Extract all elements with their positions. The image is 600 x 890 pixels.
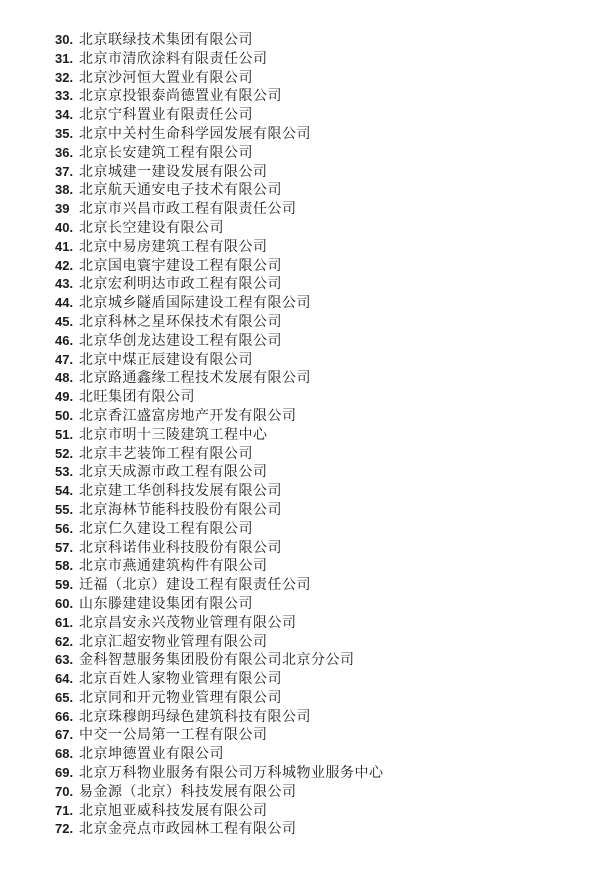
- item-company-name: 北京仁久建设工程有限公司: [79, 521, 253, 537]
- list-item: [55, 595, 580, 614]
- item-company-name: 北京天成源市政工程有限公司: [79, 465, 268, 481]
- item-company-name: 金科智慧服务集团股份有限公司北京分公司: [79, 653, 355, 669]
- list-item: [55, 275, 580, 294]
- item-number: 70.: [55, 783, 74, 799]
- list-item: [55, 200, 580, 219]
- item-company-name: 北京市清欣涂料有限责任公司: [79, 51, 268, 67]
- list-item: [55, 69, 580, 88]
- list-item: [55, 313, 580, 332]
- item-number: 42.: [55, 257, 74, 273]
- list-item: [55, 106, 580, 125]
- list-item: [55, 238, 580, 257]
- list-item: [55, 670, 580, 689]
- item-company-name: 北京市燕通建筑构件有限公司: [79, 559, 268, 575]
- item-company-name: 北京联绿技术集团有限公司: [79, 33, 253, 48]
- item-number: 41.: [55, 238, 74, 254]
- list-item: [55, 369, 580, 388]
- item-company-name: 北旺集团有限公司: [79, 390, 195, 406]
- list-item: [55, 802, 580, 821]
- item-number: 50.: [55, 407, 74, 423]
- item-number: 53.: [55, 464, 74, 480]
- list-item: [55, 539, 580, 558]
- item-company-name: 中交一公局第一工程有限公司: [79, 728, 268, 744]
- list-item: [55, 614, 580, 633]
- list-item: [55, 501, 580, 520]
- list-item: [55, 219, 580, 238]
- item-company-name: 北京旭亚威科技发展有限公司: [79, 803, 268, 819]
- list-item: [55, 463, 580, 482]
- item-number: 34.: [55, 107, 74, 123]
- list-item: [55, 257, 580, 276]
- list-item: [55, 726, 580, 745]
- item-company-name: 北京华创龙达建设工程有限公司: [79, 333, 282, 349]
- item-number: 72.: [55, 821, 74, 837]
- item-number: 37.: [55, 163, 74, 179]
- item-company-name: 北京长安建筑工程有限公司: [79, 145, 253, 161]
- item-number: 51.: [55, 426, 74, 442]
- item-number: 35.: [55, 125, 74, 141]
- item-company-name: 北京市兴昌市政工程有限责任公司: [79, 202, 297, 218]
- item-company-name: 北京城乡隧盾国际建设工程有限公司: [79, 296, 311, 312]
- list-item: [55, 783, 580, 802]
- item-number: 32.: [55, 69, 74, 85]
- item-number: 71.: [55, 802, 74, 818]
- item-company-name: 北京中关村生命科学园发展有限公司: [79, 126, 311, 142]
- item-number: 49.: [55, 389, 74, 405]
- item-number: 44.: [55, 295, 74, 311]
- item-company-name: 北京坤德置业有限公司: [79, 747, 224, 763]
- list-item: [55, 351, 580, 370]
- item-number: 64.: [55, 671, 74, 687]
- item-company-name: 北京珠穆朗玛绿色建筑科技有限公司: [79, 709, 311, 725]
- item-company-name: 北京路通鑫缘工程技术发展有限公司: [79, 371, 311, 387]
- item-number: 47.: [55, 351, 74, 367]
- list-item: [55, 764, 580, 783]
- item-company-name: 北京科诺伟业科技股份有限公司: [79, 540, 282, 556]
- item-company-name: 北京万科物业服务有限公司万科城物业服务中心: [79, 766, 384, 782]
- item-company-name: 北京科林之星环保技术有限公司: [79, 314, 282, 330]
- item-company-name: 北京中易房建筑工程有限公司: [79, 239, 268, 255]
- list-item: [55, 144, 580, 163]
- list-item: [55, 407, 580, 426]
- item-company-name: 北京宏利明达市政工程有限公司: [79, 277, 282, 293]
- item-number: 54.: [55, 483, 74, 499]
- item-company-name: 北京百姓人家物业管理有限公司: [79, 672, 282, 688]
- list-item: [55, 50, 580, 69]
- item-number: 45.: [55, 313, 74, 329]
- list-item: [55, 294, 580, 313]
- item-company-name: 北京市明十三陵建筑工程中心: [79, 427, 268, 443]
- list-item: [55, 332, 580, 351]
- list-item: [55, 520, 580, 539]
- item-number: 61.: [55, 614, 74, 630]
- list-item: [55, 557, 580, 576]
- list-item: [55, 820, 580, 839]
- item-number: 68.: [55, 746, 74, 762]
- item-number: 66.: [55, 708, 74, 724]
- item-number: 63.: [55, 652, 74, 668]
- item-number: 31.: [55, 50, 74, 66]
- list-item: [55, 445, 580, 464]
- list-item: [55, 125, 580, 144]
- item-company-name: 北京昌安永兴茂物业管理有限公司: [79, 615, 297, 631]
- list-item: [55, 708, 580, 727]
- item-number: 62.: [55, 633, 74, 649]
- list-item: [55, 388, 580, 407]
- item-company-name: 山东滕建建设集团有限公司: [79, 596, 253, 612]
- item-number: 56.: [55, 520, 74, 536]
- list-item: [55, 689, 580, 708]
- item-company-name: 易金源（北京）科技发展有限公司: [79, 784, 297, 800]
- list-item: [55, 181, 580, 200]
- item-number: 39: [55, 201, 70, 217]
- item-number: 46.: [55, 332, 74, 348]
- item-company-name: 北京京投银泰尚德置业有限公司: [79, 89, 282, 105]
- item-company-name: 北京丰艺装饰工程有限公司: [79, 446, 253, 462]
- item-company-name: 北京宁科置业有限责任公司: [79, 108, 253, 124]
- item-number: 69.: [55, 765, 74, 781]
- item-company-name: 北京汇超安物业管理有限公司: [79, 634, 268, 650]
- item-number: 60.: [55, 595, 74, 611]
- item-number: 30.: [55, 32, 74, 47]
- list-item: [55, 31, 580, 50]
- list-item: [55, 651, 580, 670]
- item-number: 40.: [55, 219, 74, 235]
- item-number: 43.: [55, 276, 74, 292]
- list-item: [55, 163, 580, 182]
- item-company-name: 北京香江盛富房地产开发有限公司: [79, 408, 297, 424]
- item-number: 67.: [55, 727, 74, 743]
- item-company-name: 北京建工华创科技发展有限公司: [79, 484, 282, 500]
- item-number: 38.: [55, 182, 74, 198]
- list-item: [55, 426, 580, 445]
- item-number: 36.: [55, 144, 74, 160]
- item-number: 48.: [55, 370, 74, 386]
- item-number: 57.: [55, 539, 74, 555]
- list-item: [55, 87, 580, 106]
- item-number: 59.: [55, 577, 74, 593]
- item-number: 65.: [55, 689, 74, 705]
- item-number: 33.: [55, 88, 74, 104]
- item-company-name: 北京中煤正辰建设有限公司: [79, 352, 253, 368]
- item-number: 55.: [55, 501, 74, 517]
- item-company-name: 北京同和开元物业管理有限公司: [79, 690, 282, 706]
- item-company-name: 北京长空建设有限公司: [79, 220, 224, 236]
- list-item: [55, 633, 580, 652]
- item-company-name: 北京城建一建设发展有限公司: [79, 164, 268, 180]
- list-item: [55, 482, 580, 501]
- list-item: [55, 745, 580, 764]
- item-company-name: 北京航天通安电子技术有限公司: [79, 183, 282, 199]
- item-company-name: 北京海林节能科技股份有限公司: [79, 502, 282, 518]
- item-number: 52.: [55, 445, 74, 461]
- item-company-name: 北京金亮点市政园林工程有限公司: [79, 822, 297, 838]
- list-item: [55, 576, 580, 595]
- item-company-name: 迁福（北京）建设工程有限责任公司: [79, 578, 311, 594]
- item-company-name: 北京沙河恒大置业有限公司: [79, 70, 253, 86]
- item-number: 58.: [55, 558, 74, 574]
- company-list: [55, 31, 580, 839]
- item-company-name: 北京国电寰宇建设工程有限公司: [79, 258, 282, 274]
